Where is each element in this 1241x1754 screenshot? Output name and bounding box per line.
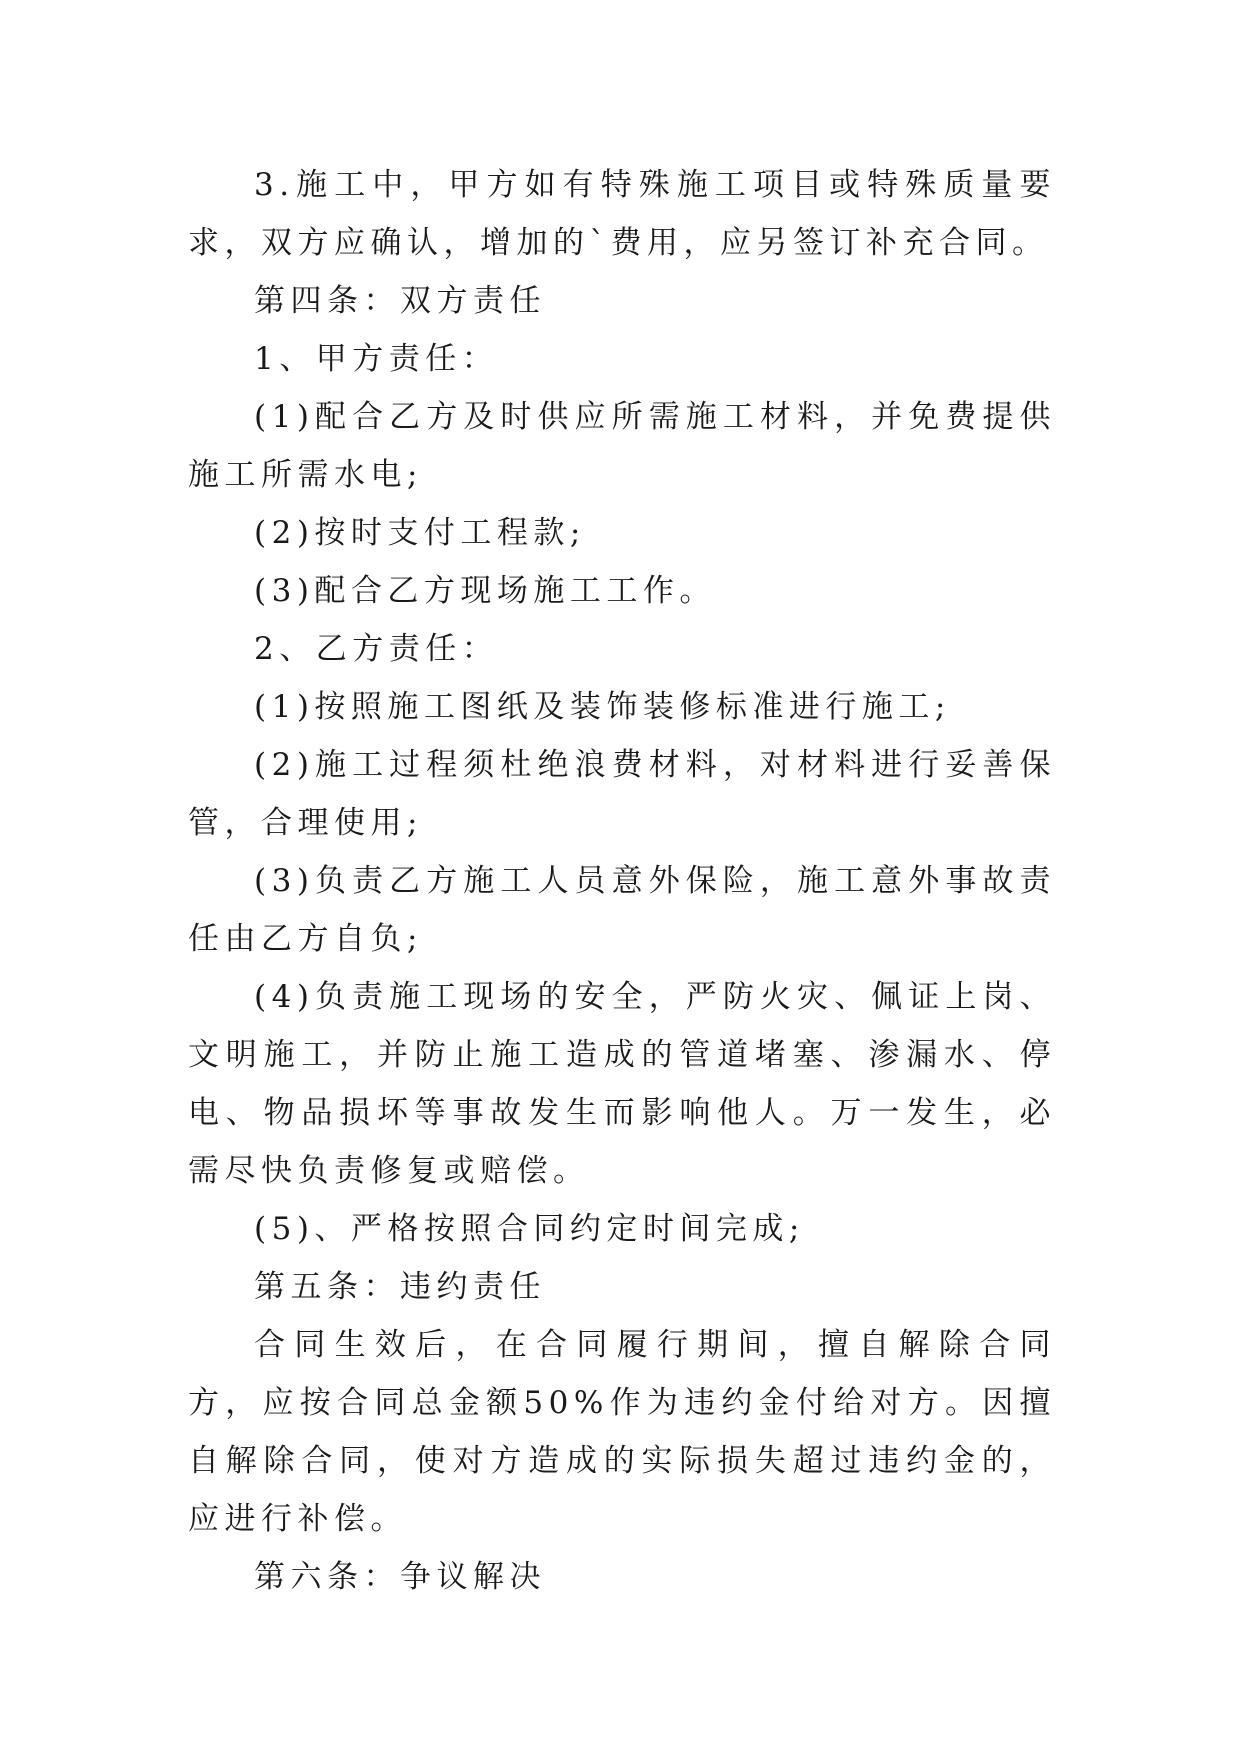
list-item-party-b-4: (4)负责施工现场的安全，严防火灾、佩证上岗、文明施工，并防止施工造成的管道堵塞、渗漏水、停电、物品损坏等事故发生而影响他人。万一发生，必需尽快负责修复或赔偿。 bbox=[188, 979, 1056, 1189]
list-item-party-b-2: (2)施工过程须杜绝浪费材料，对材料进行妥善保管，合理使用; bbox=[188, 747, 1056, 841]
list-item-party-a-3: (3)配合乙方现场施工工作。 bbox=[254, 573, 716, 609]
list-item-party-b-3: (3)负责乙方施工人员意外保险，施工意外事故责任由乙方自负; bbox=[188, 863, 1056, 957]
heading-article-five: 第五条：违约责任 bbox=[254, 1269, 546, 1305]
list-item-party-a-2: (2)按时支付工程款; bbox=[254, 515, 586, 551]
subheading-party-a: 1、甲方责任： bbox=[254, 341, 499, 377]
list-item-party-b-5: (5)、严格按照合同约定时间完成; bbox=[254, 1211, 805, 1247]
heading-article-six: 第六条：争议解决 bbox=[254, 1559, 546, 1595]
list-item-party-b-1: (1)按照施工图纸及装饰装修标准进行施工; bbox=[254, 689, 951, 725]
heading-article-four: 第四条：双方责任 bbox=[254, 283, 546, 319]
paragraph-breach-liability: 合同生效后，在合同履行期间，擅自解除合同方，应按合同总金额50%作为违约金付给对方。因擅自解除合同，使对方造成的实际损失超过违约金的，应进行补偿。 bbox=[188, 1327, 1056, 1537]
list-item-party-a-1: (1)配合乙方及时供应所需施工材料，并免费提供施工所需水电; bbox=[188, 399, 1056, 493]
document-body bbox=[188, 156, 1056, 1606]
subheading-party-b: 2、乙方责任： bbox=[254, 631, 499, 667]
paragraph-supplementary-contract: 3.施工中，甲方如有特殊施工项目或特殊质量要求，双方应确认，增加的`费用，应另签订补充合同。 bbox=[188, 167, 1056, 261]
